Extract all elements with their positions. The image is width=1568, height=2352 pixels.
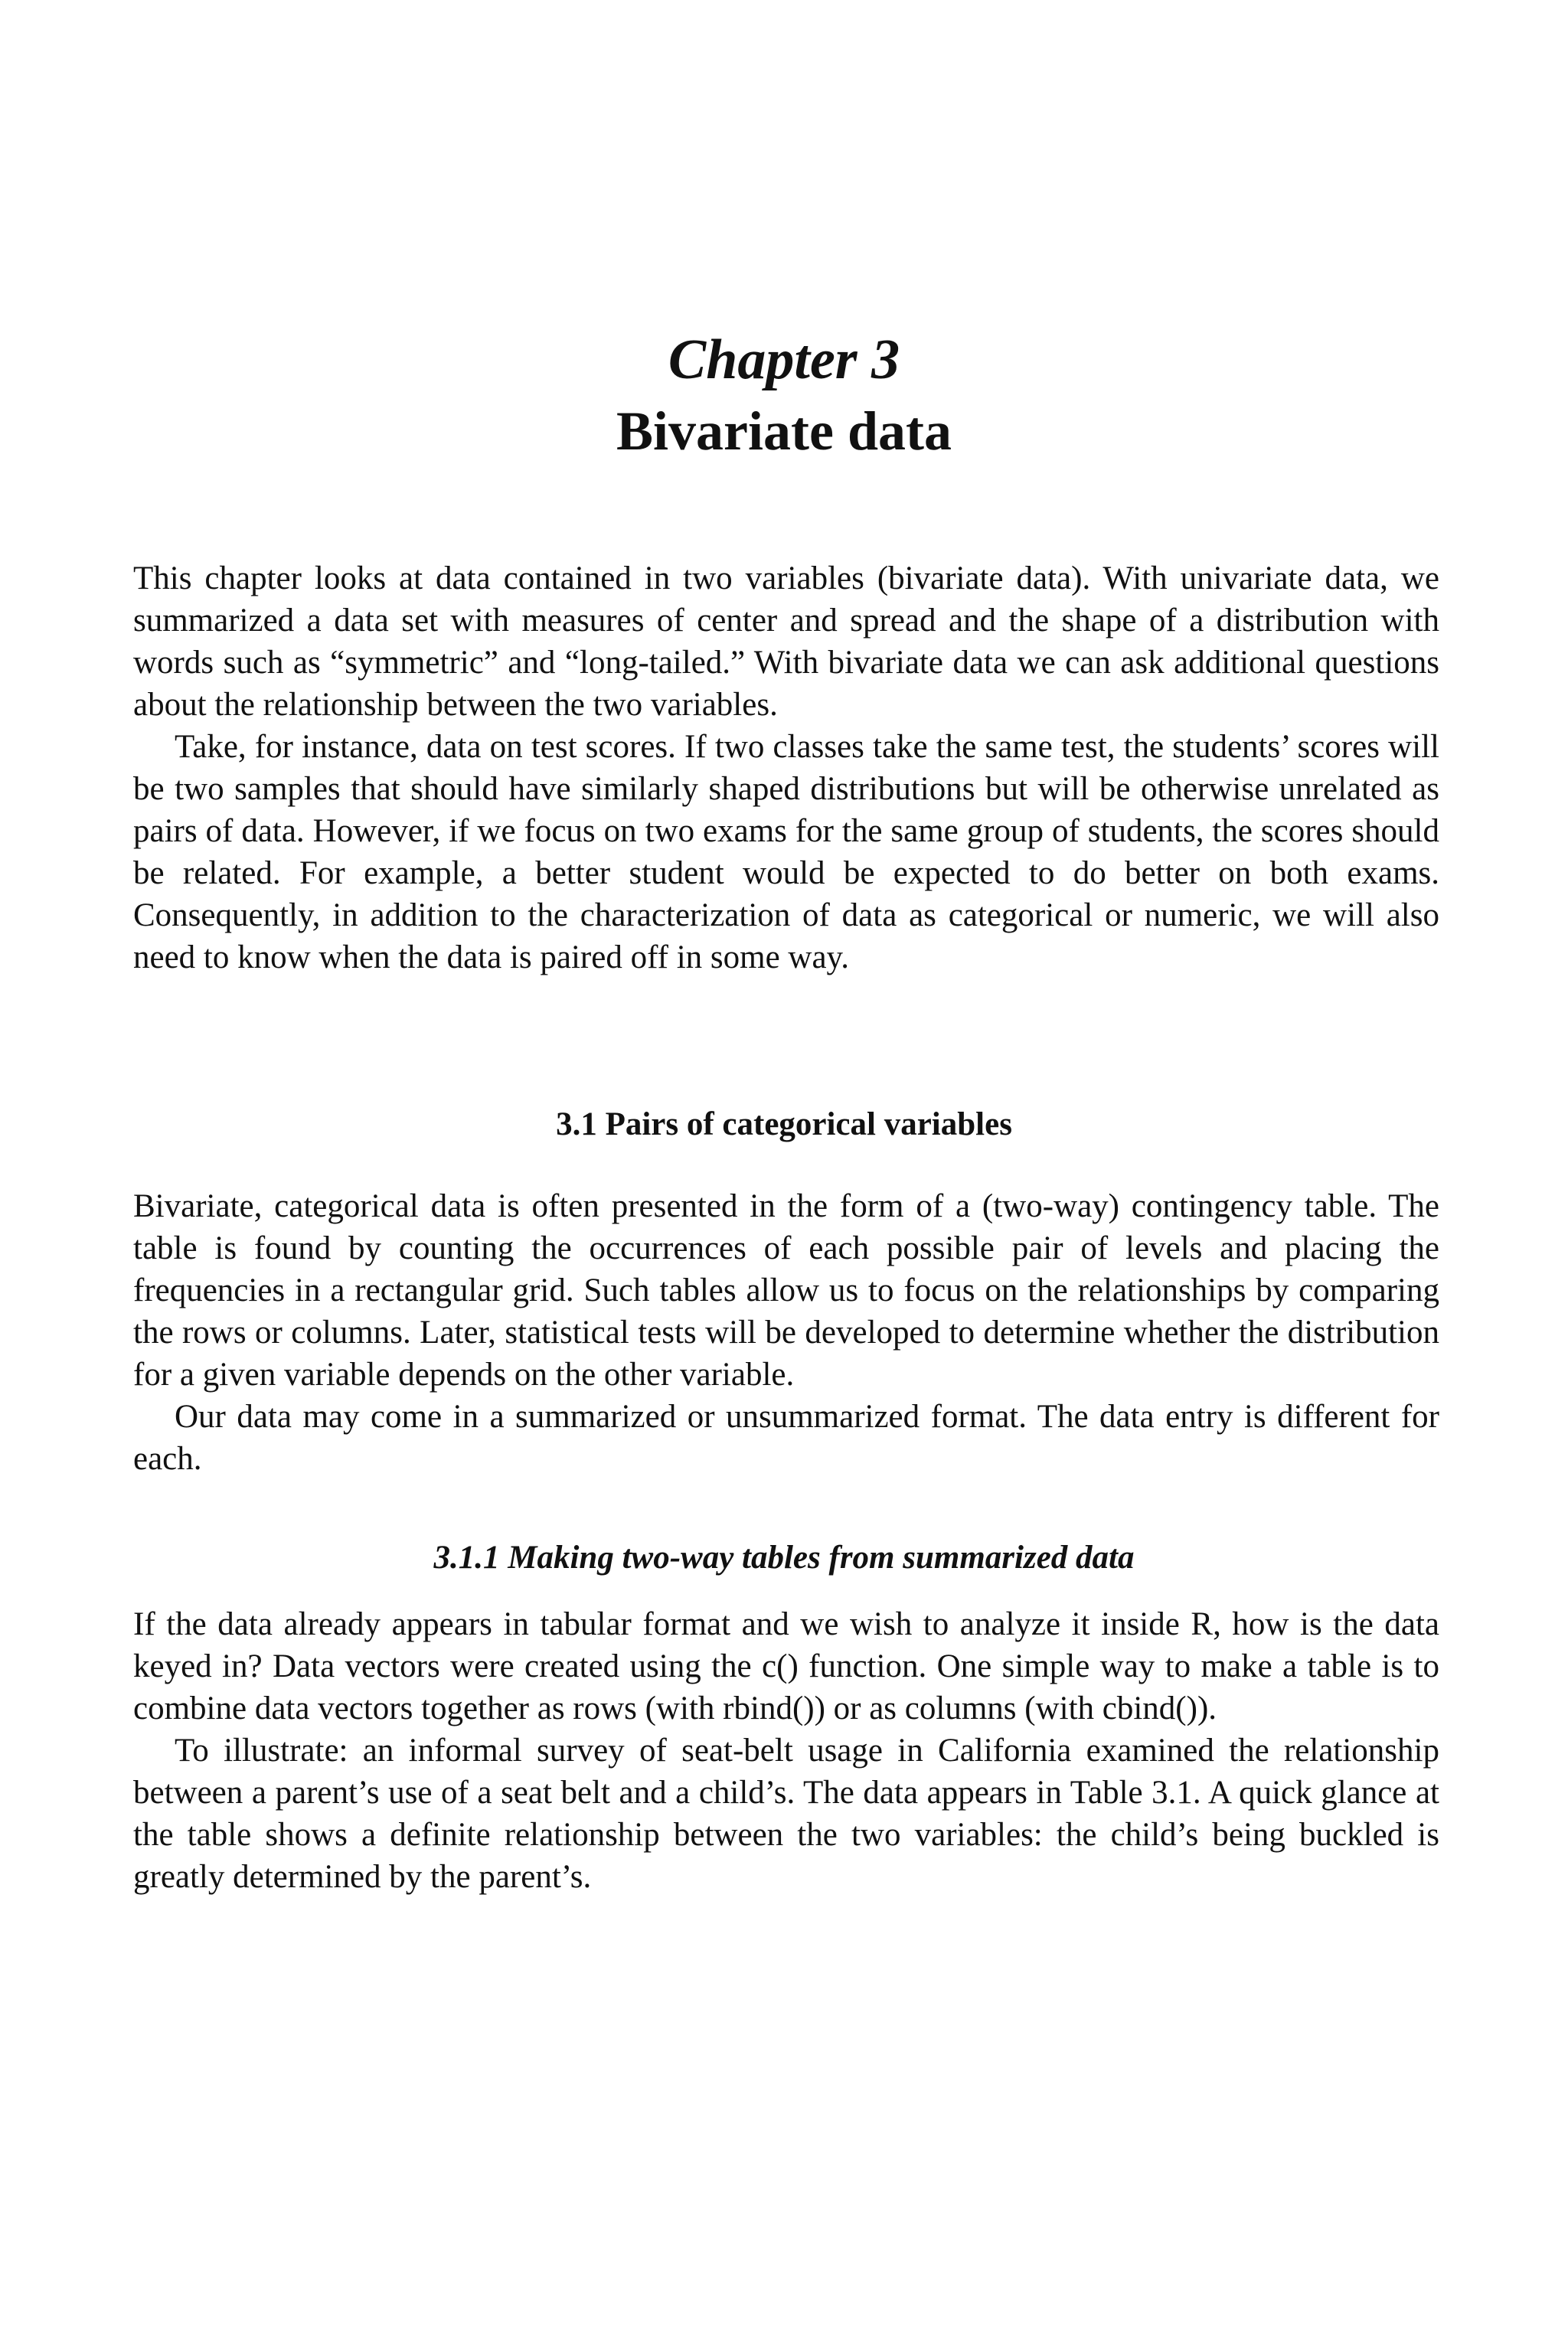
intro-text [133,557,1439,978]
section-3-1-text [133,1185,1439,1480]
intro-paragraph-1: This chapter looks at data contained in two variables (bivariate data). With univariate data, we summarized a data set with measures of center and spread and the shape of a distribution with words such as “symmetric” and “long-tailed.” With bivariate data we can ask additional questions about the relationship between the two variables. [133,560,1439,723]
section-paragraph-2: Our data may come in a summarized or unsummarized format. The data entry is different for each. [133,1399,1439,1477]
subsection-paragraph-1: If the data already appears in tabular format and we wish to analyze it inside R, how is the data keyed in? Data vectors were created using the c() function. One simple way to make a table is to combine data vectors together as rows (with rbind()) or as columns (with cbind()). [133,1606,1439,1726]
chapter-title: Bivariate data [616,400,952,462]
chapter-number: Chapter 3 [668,328,900,391]
subsection-heading: 3.1.1 Making two-way tables from summarized data [433,1540,1135,1576]
subsection-paragraph-2: To illustrate: an informal survey of seat-belt usage in California examined the relationship between a parent’s use of a seat belt and a child’s. The data appears in Table 3.1. A quick glance at the table shows a definite relationship between the two variables: the child’s being buckled is greatly determined by the parent’s. [133,1733,1439,1895]
intro-paragraph-2: Take, for instance, data on test scores. If two classes take the same test, the students’ scores will be two samples that should have similarly shaped distributions but will be otherwise unrelated as pairs of data. However, if we focus on two exams for the same group of students, the scores should be related. For example, a better student would be expected to do better on both exams. Consequently, in addition to the characterization of data as categorical or numeric, we will also need to know when the data is paired off in some way. [133,729,1439,975]
section-paragraph-1: Bivariate, categorical data is often presented in the form of a (two-way) contingency table. The table is found by counting the occurrences of each possible pair of levels and placing the frequencies in a rectangular grid. Such tables allow us to focus on the relationships by comparing the rows or columns. Later, statistical tests will be developed to determine whether the distribution for a given variable depends on the other variable. [133,1188,1439,1393]
subsection-3-1-1-text [133,1603,1439,1898]
section-heading: 3.1 Pairs of categorical variables [556,1106,1012,1142]
